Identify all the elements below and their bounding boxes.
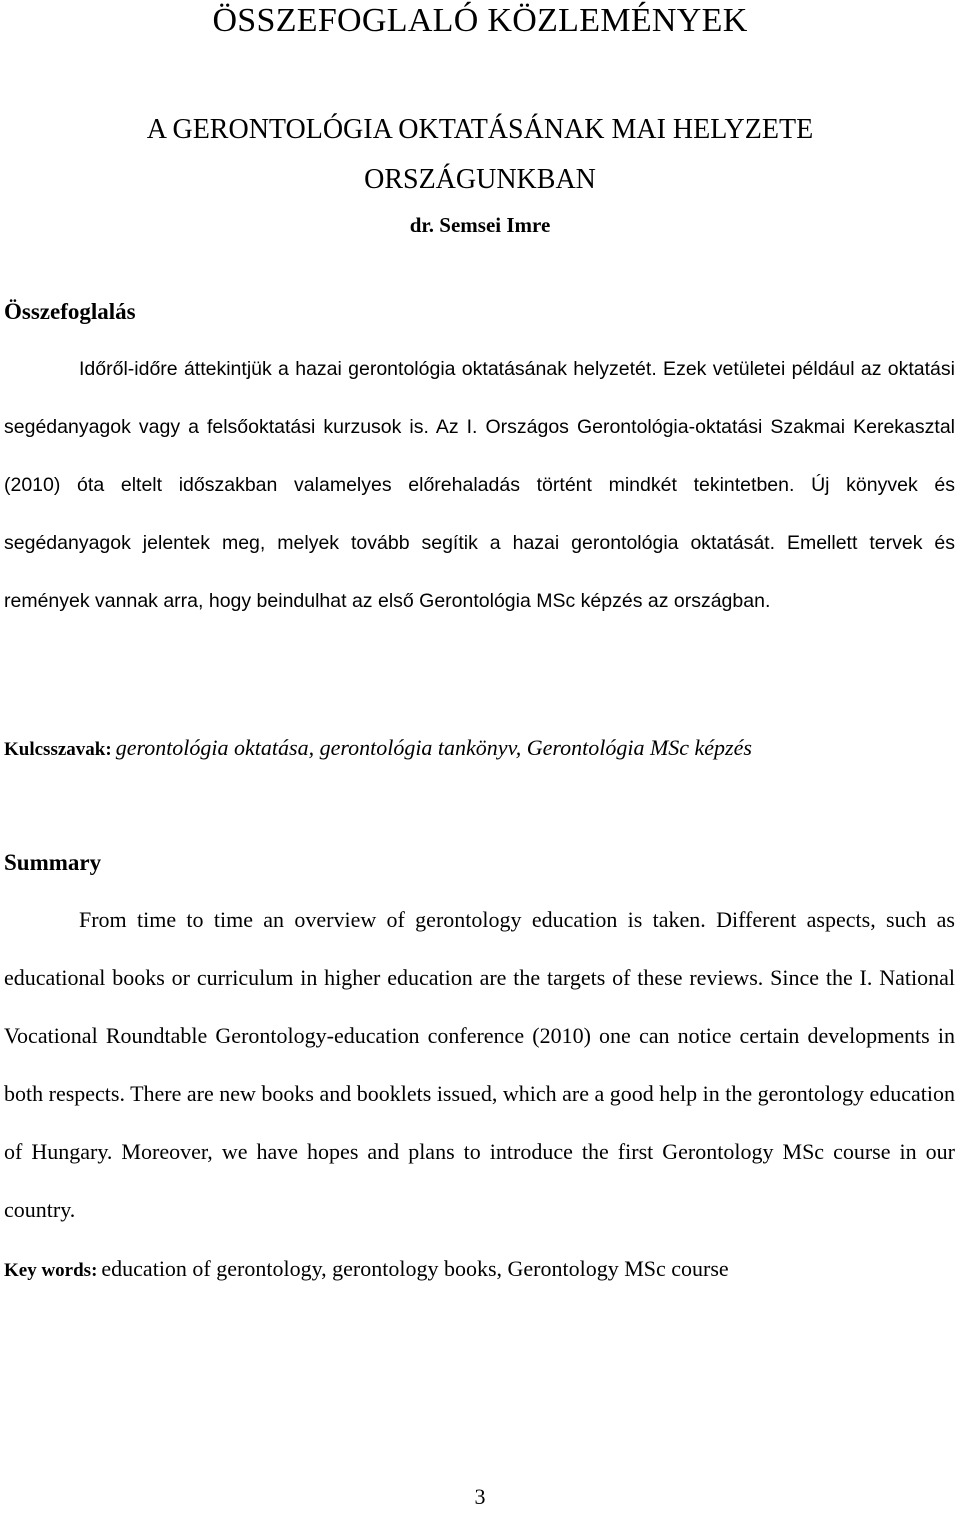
hungarian-abstract: Időről-időre áttekintjük a hazai gerontológia oktatásának helyzetét. Ezek vetületei például az oktatási segédanyagok vagy a felsőoktatási kurzusok is. Az I. Országos Gerontológia-oktatási Szakmai Kerekasztal (2010) óta eltelt időszakban valamelyes előrehaladás történt mindkét tekintetben. Új könyvek és segédanyagok jelentek meg, melyek tovább segítik a hazai gerontológia oktatását. Emellett tervek és remények vannak arra, hogy beindulhat az első Gerontológia MSc képzés az országban. <box>4 358 955 612</box>
hungarian-keywords-label: Kulcsszavak: <box>4 739 112 760</box>
article-title <box>0 105 960 205</box>
hungarian-summary-heading: Összefoglalás <box>4 299 136 324</box>
english-keywords <box>4 1254 955 1287</box>
english-summary-heading: Summary <box>4 850 102 875</box>
author-name: dr. Semsei Imre <box>409 213 551 237</box>
hungarian-keywords <box>4 733 955 766</box>
english-keywords-text: education of gerontology, gerontology books, Gerontology MSc course <box>101 1256 729 1281</box>
article-title-line-1: A GERONTOLÓGIA OKTATÁSÁNAK MAI HELYZETE <box>146 114 814 145</box>
english-keywords-label: Key words: <box>4 1260 98 1281</box>
article-title-line-2: ORSZÁGUNKBAN <box>364 164 596 195</box>
hungarian-keywords-text: gerontológia oktatása, gerontológia tankönyv, Gerontológia MSc képzés <box>115 735 752 760</box>
page-number: 3 <box>474 1484 486 1509</box>
main-title: ÖSSZEFOGLALÓ KÖZLEMÉNYEK <box>212 2 748 39</box>
english-abstract: From time to time an overview of gerontology education is taken. Different aspects, such as educational books or curriculum in higher education are the targets of these reviews. Since the I. National Vocational Roundtable Gerontology-education conference (2010) one can notice certain developments in both respects. There are new books and booklets issued, which are a good help in the gerontology education of Hungary. Moreover, we have hopes and plans to introduce the first Gerontology MSc course in our country. <box>4 907 955 1222</box>
